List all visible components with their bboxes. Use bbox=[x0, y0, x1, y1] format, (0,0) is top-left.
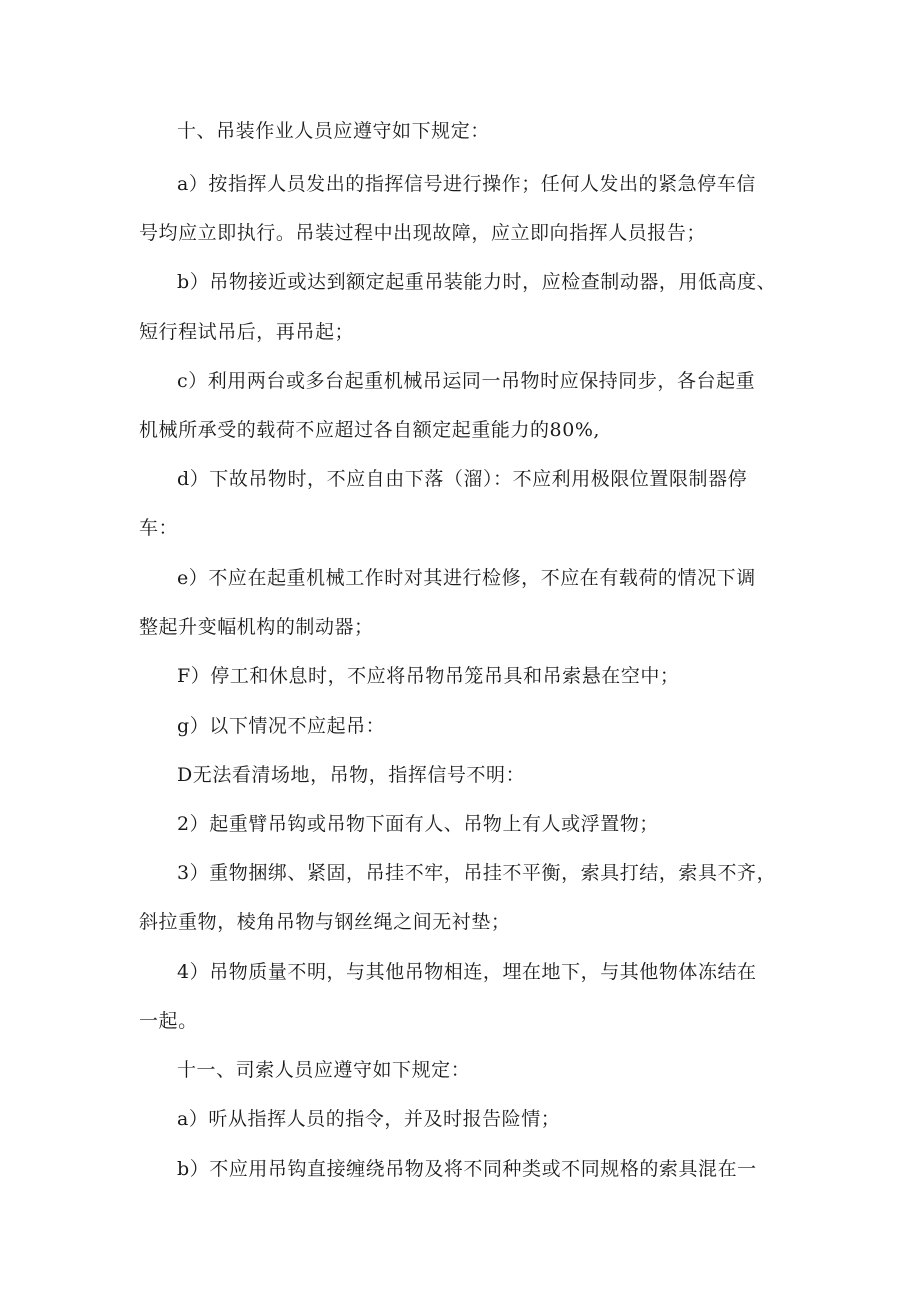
paragraph-line: 整起升变幅机构的制动器； bbox=[139, 616, 374, 638]
paragraph-line: D无法看清场地，吊物，指挥信号不明： bbox=[177, 764, 526, 786]
paragraph-line: b）吊物接近或达到额定起重吊装能力时，应检查制动器，用低高度、 bbox=[177, 271, 777, 293]
paragraph-line: d）下故吊物时，不应自由下落（溜）：不应利用极限位置限制器停 bbox=[177, 468, 748, 490]
paragraph-line: 车： bbox=[139, 517, 179, 539]
paragraph-line: F）停工和休息时，不应将吊物吊笼吊具和吊索悬在空中； bbox=[177, 665, 680, 687]
paragraph-line: e）不应在起重机械工作时对其进行检修，不应在有载荷的情况下调 bbox=[177, 567, 756, 589]
paragraph-line: 号均应立即执行。吊装过程中出现故障，应立即向指挥人员报告； bbox=[139, 222, 706, 244]
paragraph-line: c）利用两台或多台起重机械吊运同一吊物时应保持同步，各台起重 bbox=[177, 370, 756, 392]
paragraph-line: b）不应用吊钩直接缠绕吊物及将不同种类或不同规格的索具混在一 bbox=[177, 1158, 757, 1180]
paragraph-line: a）听从指挥人员的指令，并及时报告险情； bbox=[177, 1108, 561, 1130]
paragraph-line: 机械所承受的载荷不应超过各自额定起重能力的80%, bbox=[139, 419, 601, 441]
paragraph-line: a）按指挥人员发出的指挥信号进行操作；任何人发出的紧急停车信 bbox=[177, 173, 756, 195]
paragraph-line: 斜拉重物，棱角吊物与钢丝绳之间无衬垫； bbox=[139, 911, 511, 933]
paragraph-line: g）以下情况不应起吊： bbox=[177, 715, 386, 737]
section-heading-11: 十一、司索人员应遵守如下规定： bbox=[177, 1059, 471, 1081]
paragraph-line: 一起。 bbox=[139, 1010, 198, 1032]
paragraph-line: 4）吊物质量不明，与其他吊物相连，埋在地下，与其他物体冻结在 bbox=[177, 961, 757, 983]
paragraph-line: 2）起重臂吊钩或吊物下面有人、吊物上有人或浮置物； bbox=[177, 813, 659, 835]
paragraph-line: 3）重物捆绑、紧固，吊挂不牢，吊挂不平衡，索具打结，索具不齐， bbox=[177, 862, 777, 884]
paragraph-line: 短行程试吊后，再吊起； bbox=[139, 321, 355, 343]
section-heading-10: 十、吊装作业人员应遵守如下规定： bbox=[177, 120, 490, 142]
